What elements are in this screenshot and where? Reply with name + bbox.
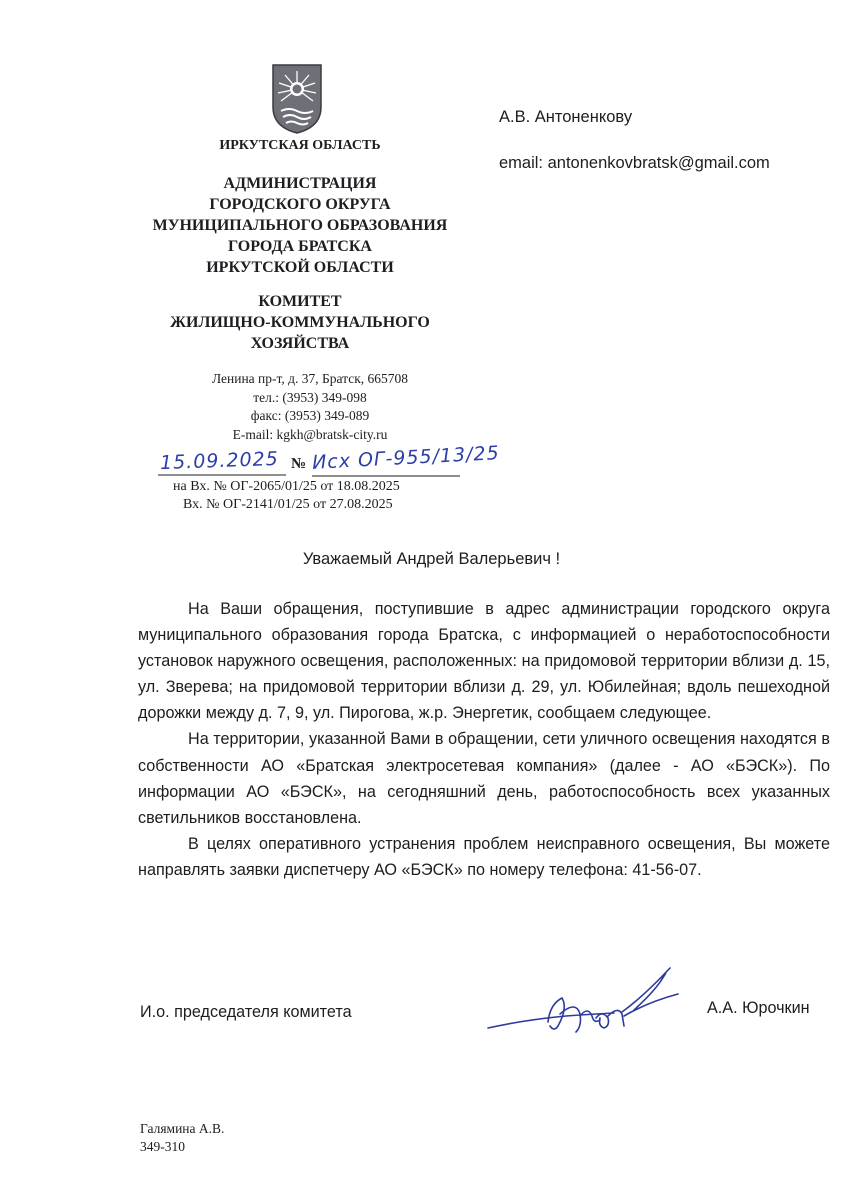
committee-contacts xyxy=(140,370,480,444)
committee-email: E-mail: kgkh@bratsk-city.ru xyxy=(232,426,388,442)
number-sign: № xyxy=(291,456,307,472)
admin-line: ГОРОДСКОГО ОКРУГА xyxy=(209,196,391,213)
addressee-name: А.В. Антоненкову xyxy=(499,108,633,126)
in-reply-reference-1: на Вх. № ОГ-2065/01/25 от 18.08.2025 xyxy=(173,479,400,494)
admin-line: ГОРОДА БРАТСКА xyxy=(228,238,372,255)
postal-address: Ленина пр-т, д. 37, Братск, 665708 xyxy=(211,371,409,386)
letter-body xyxy=(138,596,830,883)
admin-line: МУНИЦИПАЛЬНОГО ОБРАЗОВАНИЯ xyxy=(152,217,448,234)
body-paragraph: На территории, указанной Вами в обращении, сети уличного освещения находятся в собственности АО «Братская электросетевая компания» (далее - АО «БЭСК»). По информации АО «БЭСК», на сегодняшний день, работоспособность всех указанных светильников восстановлена. xyxy=(138,730,830,827)
executor-name: Галямина А.В. xyxy=(140,1121,225,1136)
body-paragraph: На Ваши обращения, поступившие в адрес администрации городского округа муниципального образования города Братска, с информацией о неработоспособности установок наружного освещения, расположенных: на придомовой территории вблизи д. 15, ул. Зверева; на придомовой территории вблизи д. 29, ул. Юбилейная; вдоль пешеходной дорожки между д. 7, 9, ул. Пирогова, ж.р. Энергетик, сообщаем следующее. xyxy=(138,600,830,723)
admin-line: АДМИНИСТРАЦИЯ xyxy=(223,175,377,192)
greeting: Уважаемый Андрей Валерьевич ! xyxy=(302,550,561,568)
in-reply-reference-2: Вх. № ОГ-2141/01/25 от 27.08.2025 xyxy=(183,497,393,512)
addressee-email: email: antonenkovbratsk@gmail.com xyxy=(499,154,770,172)
fax-number: факс: (3953) 349-089 xyxy=(250,408,370,424)
registration-date: 15.09.2025 xyxy=(159,447,280,475)
committee-line: ЖИЛИЩНО-КОММУНАЛЬНОГО xyxy=(170,314,430,331)
body-paragraph: В целях оперативного устранения проблем неисправного освещения, Вы можете направлять заявки диспетчеру АО «БЭСК» по номеру телефона: 41-56-07. xyxy=(138,834,830,879)
registration-number: Исх ОГ-955/13/25 xyxy=(311,442,501,474)
admin-line: ИРКУТСКОЙ ОБЛАСТИ xyxy=(206,259,394,276)
executor-block xyxy=(140,1120,224,1156)
committee-line: ХОЗЯЙСТВА xyxy=(250,335,350,352)
phone-number: тел.: (3953) 349-098 xyxy=(253,389,367,405)
coat-of-arms-icon xyxy=(271,63,323,135)
date-underline xyxy=(158,472,288,478)
executor-phone: 349-310 xyxy=(140,1139,185,1154)
committee-name xyxy=(120,291,480,354)
signatory-name: А.А. Юрочкин xyxy=(707,999,810,1017)
region-name: ИРКУТСКАЯ ОБЛАСТЬ xyxy=(219,138,381,153)
administration-name xyxy=(120,173,480,278)
committee-line: КОМИТЕТ xyxy=(258,293,342,310)
handwritten-signature xyxy=(484,956,694,1056)
signatory-title: И.о. председателя комитета xyxy=(140,1003,352,1021)
